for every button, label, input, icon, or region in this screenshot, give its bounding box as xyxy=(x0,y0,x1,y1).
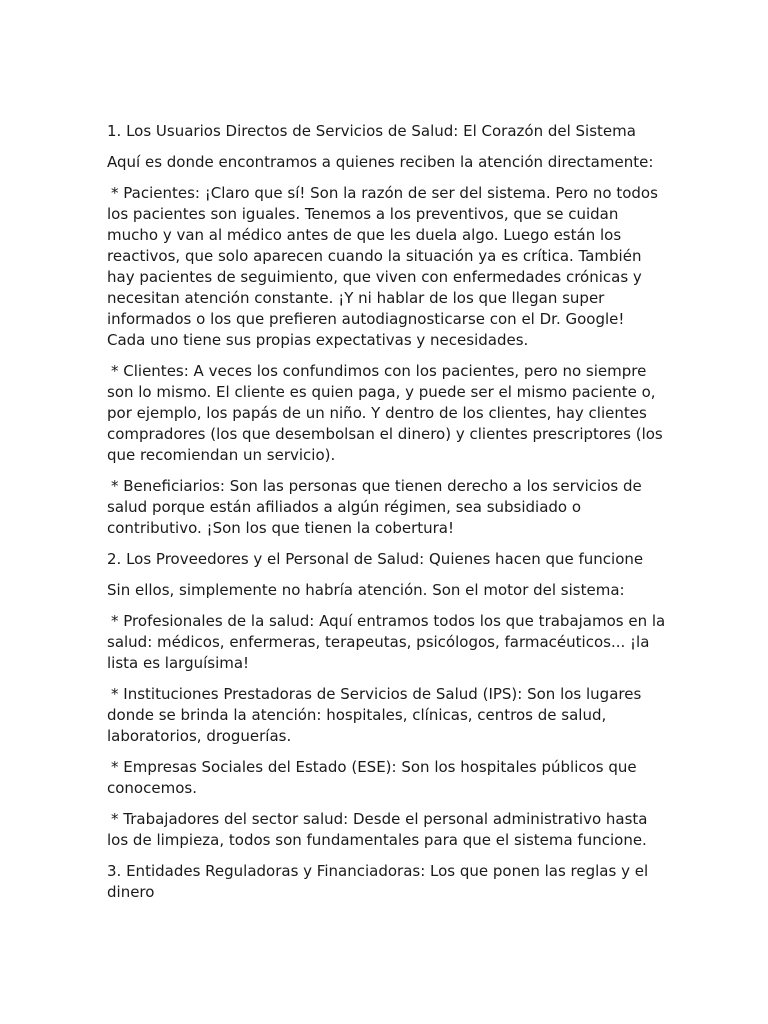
section-heading-1: 1. Los Usuarios Directos de Servicios de Salud: El Corazón del Sistema xyxy=(107,122,636,140)
bullet-ips: * Instituciones Prestadoras de Servicios de Salud (IPS): Son los lugares donde se brinda la atención: hospitales, clínicas, centros de salud, laboratorios, droguerías. xyxy=(107,685,642,745)
bullet-trabajadores: * Trabajadores del sector salud: Desde el personal administrativo hasta los de limpieza, todos son fundamentales para que el sistema funcione. xyxy=(107,810,648,849)
section-intro-2: Sin ellos, simplemente no habría atención. Son el motor del sistema: xyxy=(107,581,625,599)
section-intro-1: Aquí es donde encontramos a quienes reciben la atención directamente: xyxy=(107,153,654,171)
document-page xyxy=(107,121,667,913)
bullet-beneficiarios: * Beneficiarios: Son las personas que tienen derecho a los servicios de salud porque están afiliados a algún régimen, sea subsidiado o contributivo. ¡Son los que tienen la cobertura! xyxy=(107,477,642,537)
bullet-clientes: * Clientes: A veces los confundimos con los pacientes, pero no siempre son lo mismo. El cliente es quien paga, y puede ser el mismo paciente o, por ejemplo, los papás de un niño. Y dentro de los clientes, hay clientes compradores (los que desembolsan el dinero) y clientes prescriptores (los que recomiendan un servicio). xyxy=(107,362,663,464)
section-heading-2: 2. Los Proveedores y el Personal de Salud: Quienes hacen que funcione xyxy=(107,550,644,568)
bullet-ese: * Empresas Sociales del Estado (ESE): Son los hospitales públicos que conocemos. xyxy=(107,758,637,797)
section-heading-3: 3. Entidades Reguladoras y Financiadoras: Los que ponen las reglas y el dinero xyxy=(107,862,649,901)
bullet-pacientes: * Pacientes: ¡Claro que sí! Son la razón de ser del sistema. Pero no todos los pacientes son iguales. Tenemos a los preventivos, que se cuidan mucho y van al médico antes de que les duela algo. Luego están los reactivos, que solo aparecen cuando la situación ya es crítica. También hay pacientes de seguimiento, que viven con enfermedades crónicas y necesitan atención constante. ¡Y ni hablar de los que llegan super informados o los que prefieren autodiagnosticarse con el Dr. Google! Cada uno tiene sus propias expectativas y necesidades. xyxy=(107,184,658,349)
bullet-profesionales: * Profesionales de la salud: Aquí entramos todos los que trabajamos en la salud: médicos, enfermeras, terapeutas, psicólogos, farmacéuticos... ¡la lista es larguísima! xyxy=(107,612,666,672)
